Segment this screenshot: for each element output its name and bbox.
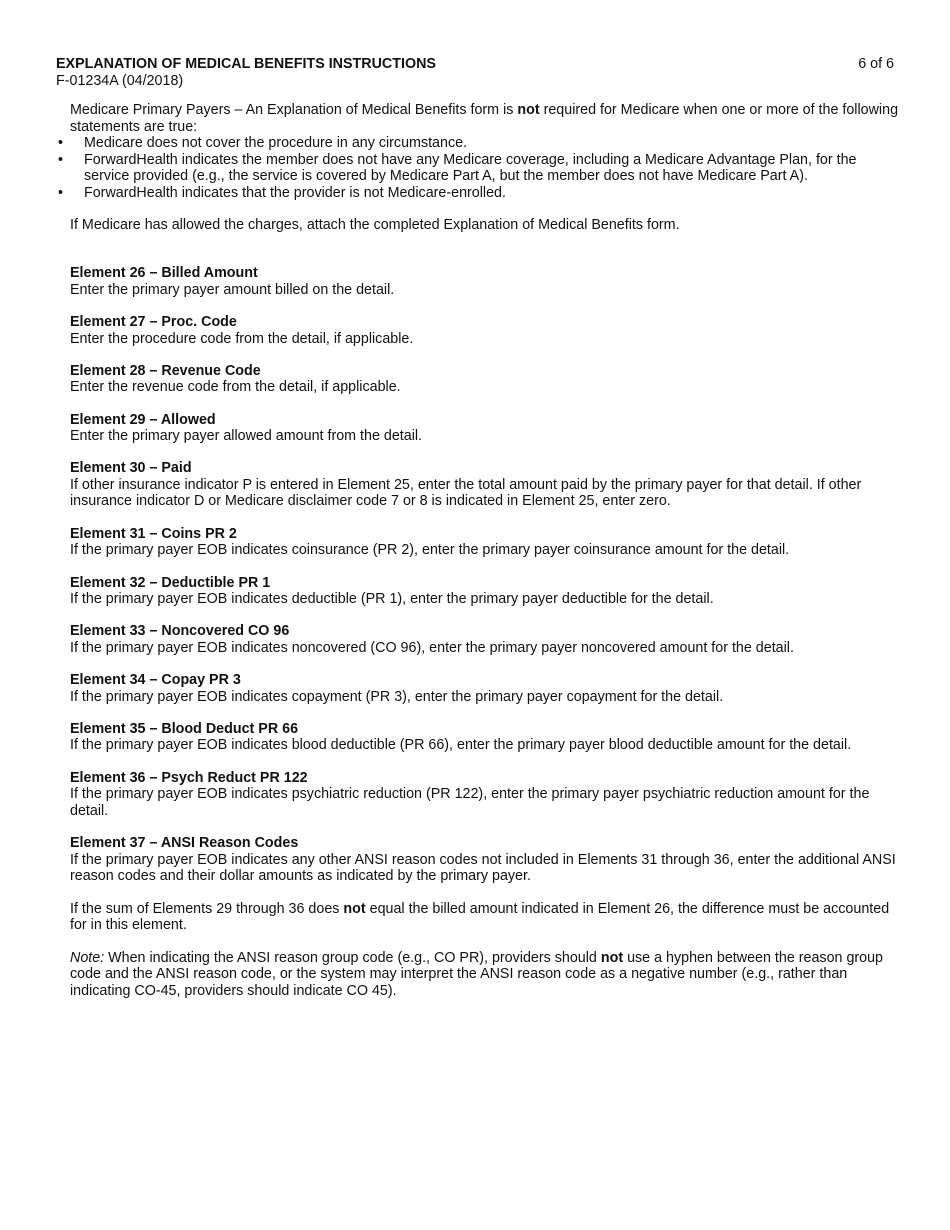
- conditions-list: [70, 135, 900, 201]
- form-number: F-01234A (04/2018): [56, 72, 184, 89]
- element-26-section: [70, 265, 900, 298]
- element-text: If the primary payer EOB indicates any other ANSI reason codes not included in Elements 31 through 36, enter the additional ANSI reason codes and their dollar amounts as indicated by the primary payer.: [70, 851, 896, 885]
- element-heading: Element 26 – Billed Amount: [70, 265, 258, 282]
- element-31-section: [70, 526, 900, 559]
- element-34-section: [70, 672, 900, 705]
- page-header: [56, 56, 894, 89]
- attach-form-paragraph: If Medicare has allowed the charges, attach the completed Explanation of Medical Benefits form.: [70, 217, 680, 233]
- element-heading: Element 36 – Psych Reduct PR 122: [70, 769, 308, 786]
- element-text: If the primary payer EOB indicates coinsurance (PR 2), enter the primary payer coinsurance amount for the detail.: [70, 542, 790, 559]
- element-text: Enter the revenue code from the detail, if applicable.: [70, 379, 401, 396]
- element-heading: Element 29 – Allowed: [70, 411, 216, 428]
- element-text: Enter the primary payer amount billed on the detail.: [70, 281, 395, 298]
- element-text: If other insurance indicator P is entered in Element 25, enter the total amount paid by the primary payer for that detail. If other insurance indicator D or Medicare disclaimer code 7 or 8 is indicated in Element 25, enter zero.: [70, 476, 862, 510]
- page-indicator: 6 of 6: [858, 56, 894, 72]
- element-heading: Element 32 – Deductible PR 1: [70, 574, 271, 591]
- document-title: EXPLANATION OF MEDICAL BENEFITS INSTRUCTIONS: [56, 56, 436, 72]
- element-heading: Element 37 – ANSI Reason Codes: [70, 835, 299, 852]
- note-paragraph: Note: When indicating the ANSI reason group code (e.g., CO PR), providers should not use a hyphen between the reason group code and the ANSI reason code, or the system may interpret the ANSI reason code as a negative number (e.g., rather than indicating CO-45, providers should indicate CO 45).: [70, 949, 884, 999]
- element-30-section: [70, 460, 900, 510]
- element-27-section: [70, 314, 900, 347]
- element-37-section: [70, 835, 900, 999]
- element-heading: Element 30 – Paid: [70, 460, 192, 477]
- list-item: • Medicare does not cover the procedure in any circumstance.: [56, 135, 900, 152]
- element-28-section: [70, 363, 900, 396]
- element-29-section: [70, 412, 900, 445]
- element-text: If the primary payer EOB indicates copayment (PR 3), enter the primary payer copayment for the detail.: [70, 688, 724, 705]
- element-heading: Element 33 – Noncovered CO 96: [70, 623, 290, 640]
- element-heading: Element 27 – Proc. Code: [70, 314, 237, 331]
- element-heading: Element 28 – Revenue Code: [70, 362, 261, 379]
- element-text: If the primary payer EOB indicates deductible (PR 1), enter the primary payer deductible for the detail.: [70, 591, 714, 608]
- element-33-section: [70, 623, 900, 656]
- list-item: • ForwardHealth indicates that the provider is not Medicare-enrolled.: [56, 185, 900, 202]
- element-35-section: [70, 721, 900, 754]
- element-text: If the primary payer EOB indicates blood deductible (PR 66), enter the primary payer blood deductible amount for the detail.: [70, 737, 852, 754]
- element-text: Enter the primary payer allowed amount from the detail.: [70, 428, 423, 445]
- element-text: If the primary payer EOB indicates psychiatric reduction (PR 122), enter the primary payer psychiatric reduction amount for the detail.: [70, 786, 870, 819]
- element-heading: Element 31 – Coins PR 2: [70, 525, 237, 542]
- element-32-section: [70, 575, 900, 608]
- element-text: Enter the procedure code from the detail, if applicable.: [70, 330, 414, 347]
- element-heading: Element 34 – Copay PR 3: [70, 672, 241, 689]
- list-item: • ForwardHealth indicates the member does not have any Medicare coverage, including a Medicare Advantage Plan, for the service provided (e.g., the service is covered by Medicare Part A, but the member does not have Medicare Part A).: [56, 152, 900, 185]
- document-body: [70, 102, 900, 999]
- medicare-primary-payers-paragraph: Medicare Primary Payers – An Explanation of Medical Benefits form is not required for Medicare when one or more of the following statements are true:: [70, 102, 899, 135]
- billed-amount-difference-paragraph: If the sum of Elements 29 through 36 does not equal the billed amount indicated in Element 26, the difference must be accounted for in this element.: [70, 900, 890, 934]
- note-label: Note:: [70, 949, 105, 966]
- element-heading: Element 35 – Blood Deduct PR 66: [70, 720, 299, 737]
- element-36-section: [70, 770, 900, 820]
- element-text: If the primary payer EOB indicates noncovered (CO 96), enter the primary payer noncovered amount for the detail.: [70, 639, 794, 656]
